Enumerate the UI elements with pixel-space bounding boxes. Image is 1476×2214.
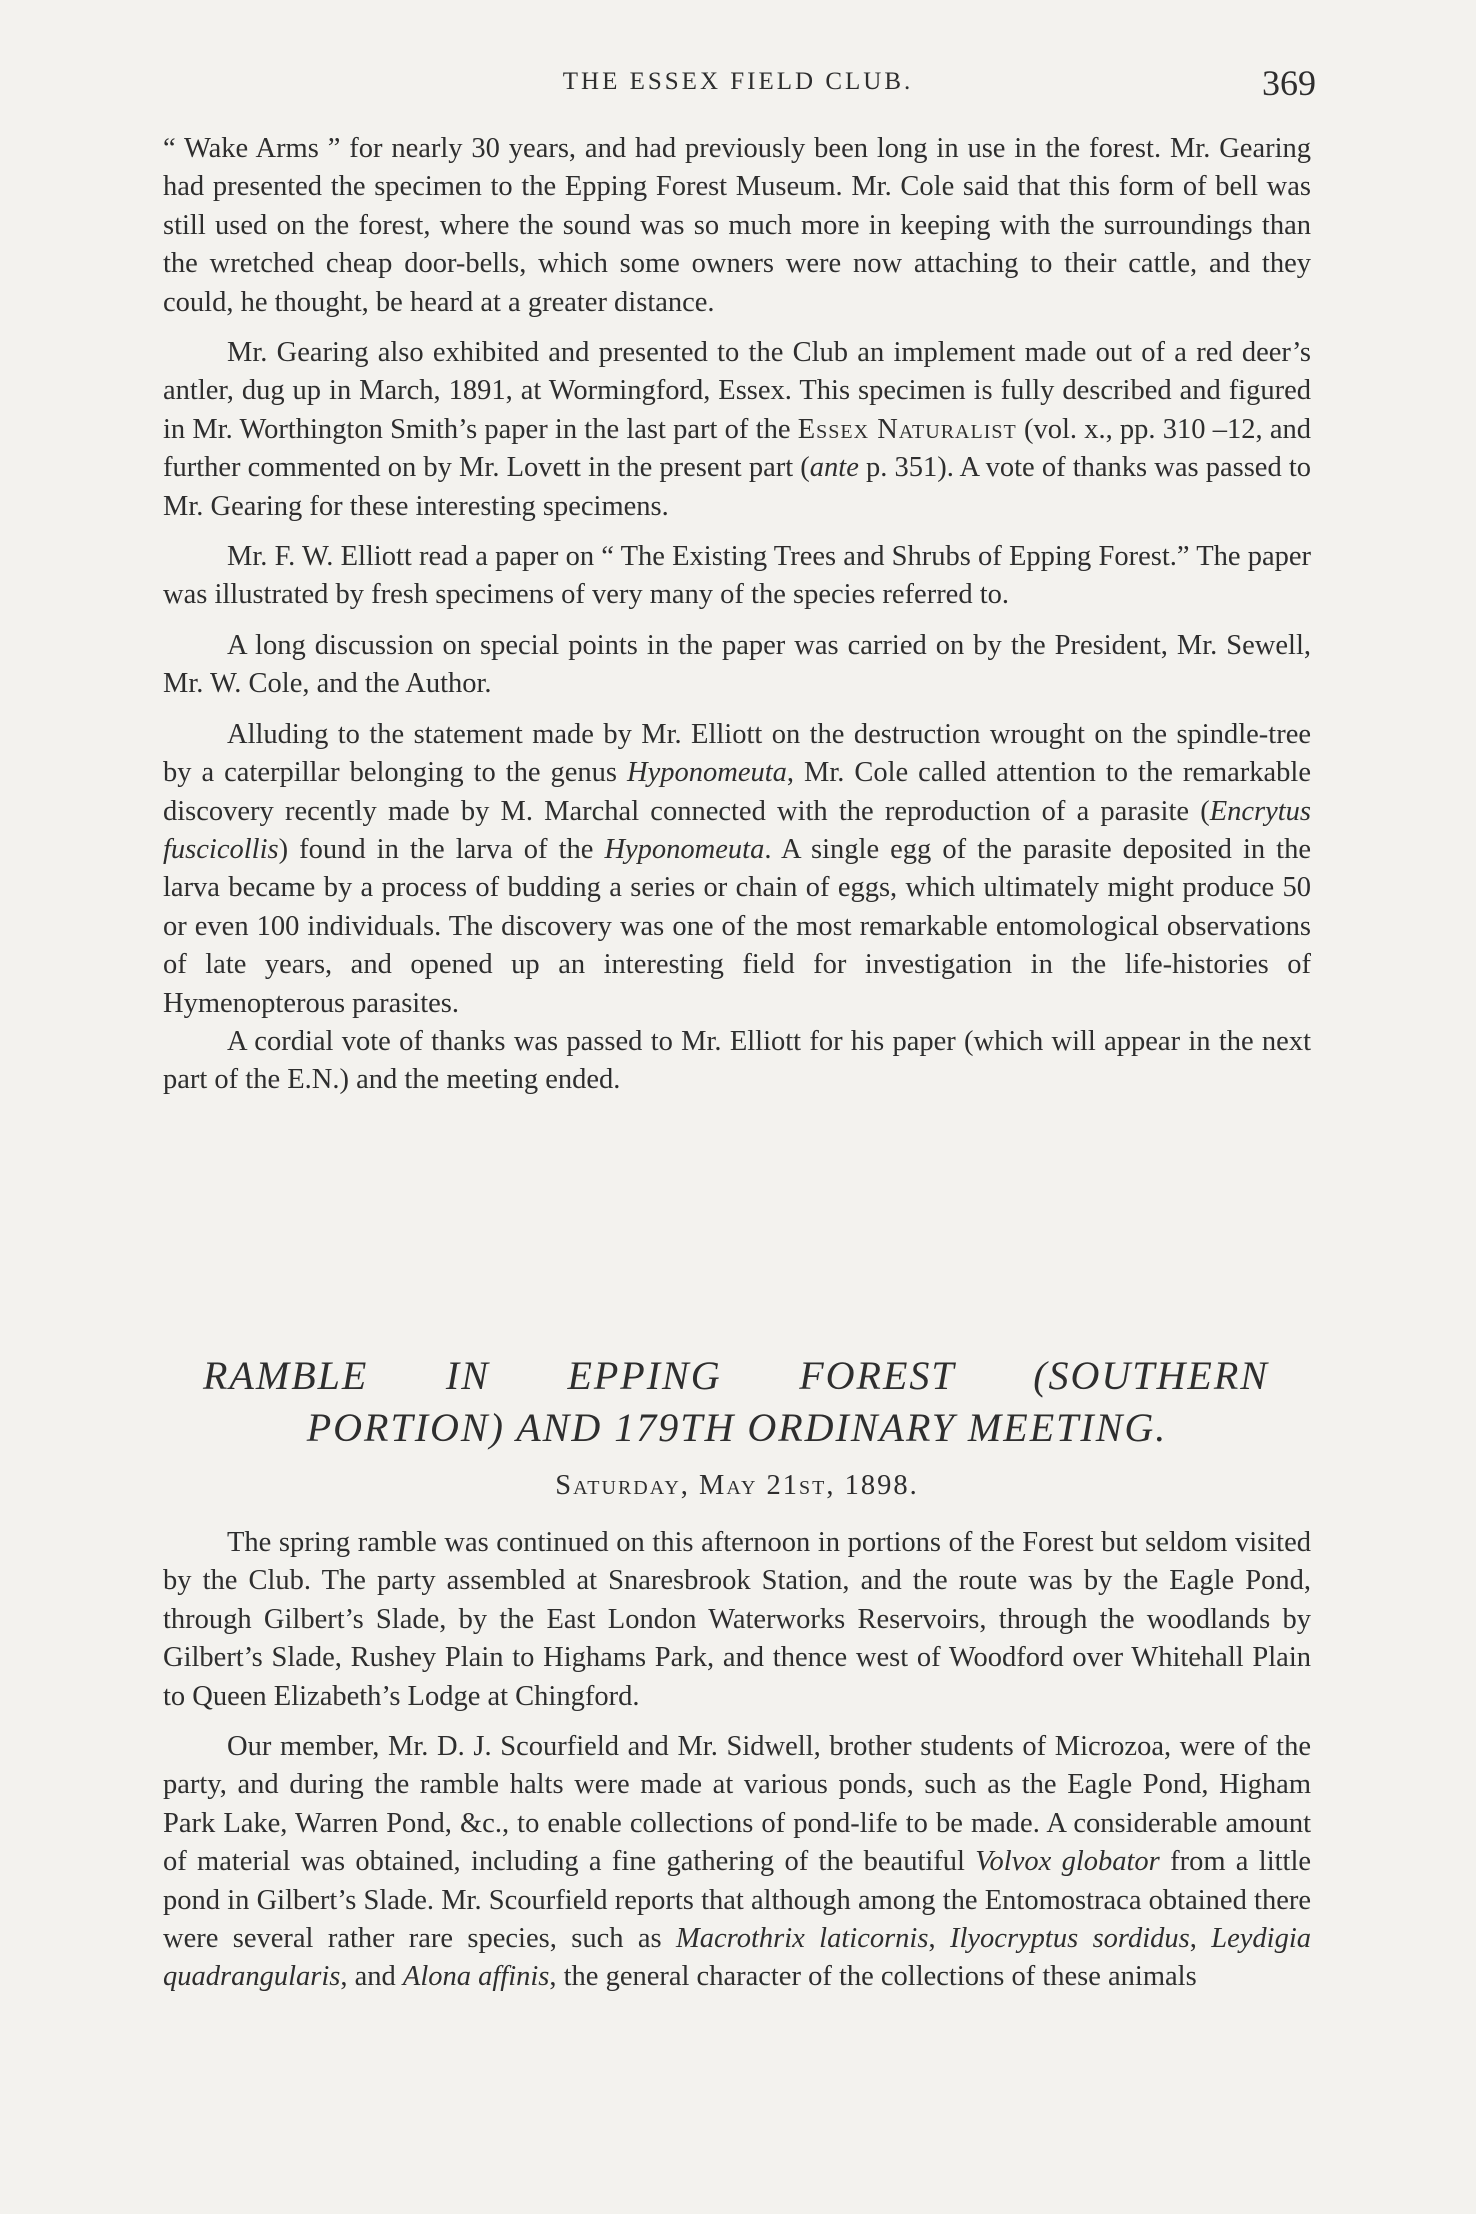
- heading-word: EPPING: [567, 1353, 722, 1398]
- section-heading: [163, 1350, 1311, 1454]
- heading-word: RAMBLE: [203, 1353, 369, 1398]
- paragraph-text: from a little pond in Gilbert’s Slade. Mr. Scourfield reports that although among the Entomostraca obtained there were several rather rare species, such as: [163, 1846, 1312, 1955]
- paragraph-antler-implement: [163, 334, 1311, 526]
- paragraph-text: “ Wake Arms ” for nearly 30 years, and had previously been long in use in the forest. Mr. Gearing had presented the specimen to the Epping Forest Museum. Mr. Cole said that this form of bell was still used on the forest, where the sound was so much more in keeping with the surroundings than the wretched cheap door-bells, which some owners were now attaching to their cattle, and they could, he thought, be heard at a greater distance.: [163, 133, 1311, 318]
- paragraph-wake-arms: [163, 130, 1311, 322]
- paragraph-elliott-paper: [163, 538, 1311, 615]
- paragraph-text: Our member, Mr. D. J. Scourfield and Mr. Sidwell, brother students of Microzoa, were of the party, and during the ramble halts were made at various ponds, such as the Eagle Pond, Higham Park Lake, Warren Pond, &c., to enable collections of pond-life to be made. A considerable amount of material was obtained, including a fine gathering of the beautiful: [163, 1731, 1311, 1878]
- parasite-name: Encrytus fuscicollis: [163, 795, 1311, 865]
- paragraph-text: Alluding to the statement made by Mr. Elliott on the destruction wrought on the spindle-tree by a caterpillar belonging to the genus: [163, 718, 1311, 789]
- section-heading-line-2: PORTION) AND 179TH ORDINARY MEETING.: [306, 1405, 1168, 1450]
- paragraph-microzoa: [163, 1728, 1311, 1997]
- meeting-date: Saturday, May 21st, 1898.: [555, 1470, 919, 1501]
- paragraph-text: A long discussion on special points in the paper was carried on by the President, Mr. Sewell, Mr. W. Cole, and the Author.: [163, 629, 1311, 700]
- paragraph-text: p. 351). A vote of thanks was passed to Mr. Gearing for these interesting specimens.: [163, 452, 1312, 522]
- paragraph-text: , Mr. Cole called attention to the remarkable discovery recently made by M. Marchal connected with the reproduction of a parasite (: [163, 757, 1312, 827]
- section-heading-line-1: [163, 1350, 1311, 1402]
- paragraph-text: Mr. Gearing also exhibited and presented to the Club an implement made out of a red deer’s antler, dug up in March, 1891, at Wormingford, Essex. This specimen is fully described and figured in Mr. Worthington Smith’s paper in the last part of the: [163, 337, 1311, 445]
- paragraph-vote-of-thanks: [163, 1023, 1311, 1100]
- paragraph-text: . A single egg of the parasite deposited in the larva became by a process of budding a series or chain of eggs, which ultimately might produce 50 or even 100 individuals. The discovery was one of the most remarkable entomological observations of late years, and opened up an interesting field for investigation in the life-histories of Hymenopterous parasites.: [163, 833, 1312, 1019]
- separator: ,: [928, 1923, 936, 1955]
- running-head: [160, 62, 1316, 106]
- separator: , and: [340, 1961, 396, 1993]
- paragraph-text: A cordial vote of thanks was passed to Mr. Elliott for his paper (which will appear in the next part of the E.N.) and the meeting ended.: [163, 1025, 1311, 1096]
- species-name: Leydigia quadrangularis: [163, 1923, 1312, 1993]
- page-number: 369: [1262, 63, 1316, 103]
- ante-reference: ante: [809, 452, 859, 484]
- paragraph-text: The spring ramble was continued on this afternoon in portions of the Forest but seldom visited by the Club. The party assembled at Snaresbrook Station, and the route was by the Eagle Pond, through Gilbert’s Slade, by the East London Waterworks Reservoirs, through the woodlands by Gilbert’s Slade, Rushey Plain to Highams Park, and thence west of Woodford over Whitehall Plain to Queen Elizabeth’s Lodge at Chingford.: [163, 1527, 1311, 1712]
- paragraph-discussion: [163, 627, 1311, 704]
- separator: ,: [1189, 1923, 1197, 1955]
- paragraph-text: (vol. x., pp. 310 –12, and further commented on by Mr. Lovett in the present part (: [163, 413, 1312, 484]
- lower-text-block: [163, 1524, 1311, 1997]
- heading-word: (SOUTHERN: [1033, 1353, 1269, 1398]
- paragraph-text: Mr. F. W. Elliott read a paper on “ The Existing Trees and Shrubs of Epping Forest.” The paper was illustrated by fresh specimens of very many of the species referred to.: [163, 541, 1311, 611]
- species-name: Volvox globator: [975, 1846, 1160, 1878]
- species-name: Ilyocryptus sordidus: [949, 1923, 1190, 1955]
- heading-word: FOREST: [799, 1353, 956, 1398]
- genus-name: Hyponomeuta: [627, 757, 787, 789]
- paragraph-text: ) found in the larva of the: [278, 833, 594, 865]
- journal-title: Essex Naturalist: [797, 413, 1017, 445]
- paragraph-spindle-tree: [163, 716, 1311, 1023]
- genus-name: Hyponomeuta: [604, 833, 765, 865]
- upper-text-block: [163, 130, 1311, 1100]
- running-title: THE ESSEX FIELD CLUB.: [562, 68, 914, 95]
- paragraph-spring-ramble: [163, 1524, 1311, 1716]
- paragraph-text: , the general character of the collections of these animals: [549, 1961, 1197, 1993]
- heading-word: IN: [445, 1353, 490, 1398]
- species-name: Alona affinis: [402, 1961, 550, 1993]
- species-name: Macrothrix laticornis: [676, 1923, 929, 1955]
